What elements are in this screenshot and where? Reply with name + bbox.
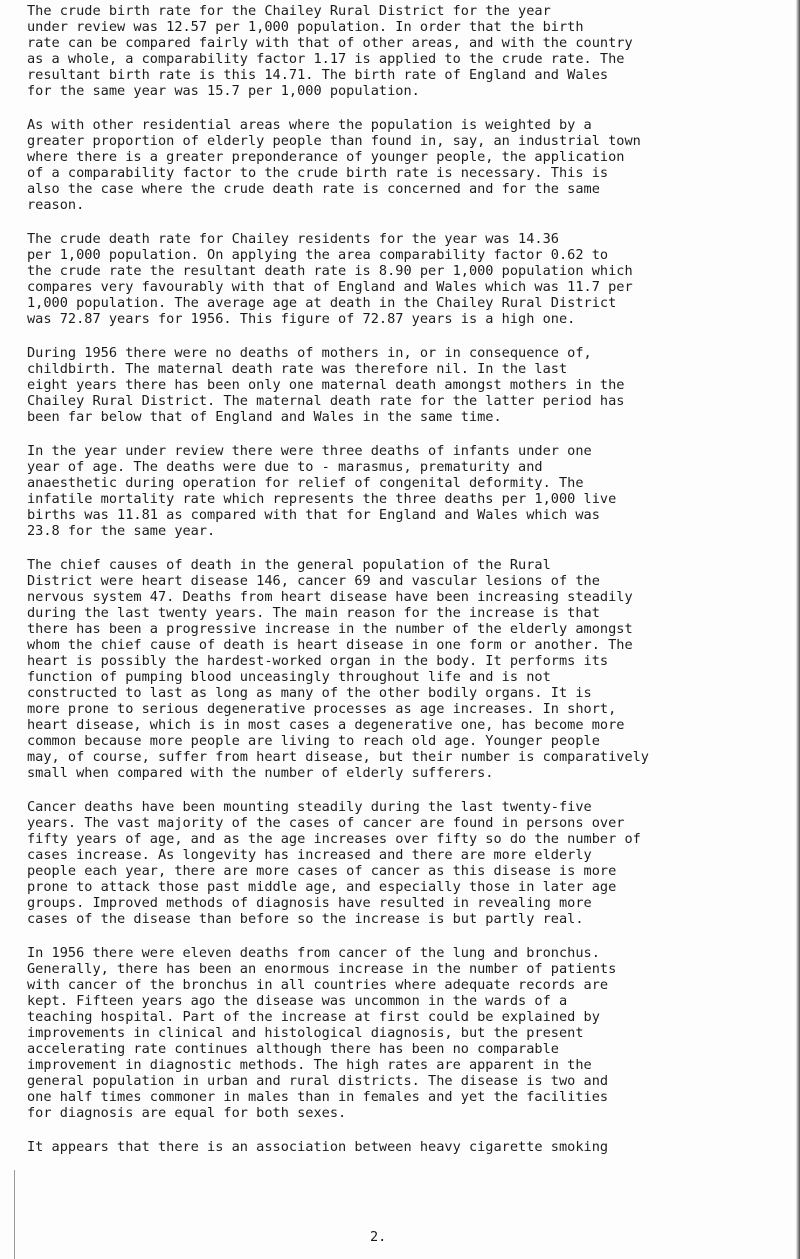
text-line: with cancer of the bronchus in all countries where adequate records are bbox=[27, 977, 609, 993]
text-line: anaesthetic during operation for relief of congenital deformity. The bbox=[27, 475, 584, 491]
text-line: improvements in clinical and histological diagnosis, but the present bbox=[27, 1025, 584, 1041]
text-line: As with other residential areas where the population is weighted by a bbox=[27, 117, 592, 133]
text-line: improvement in diagnostic methods. The high rates are apparent in the bbox=[27, 1057, 592, 1073]
page-number: 2. bbox=[370, 1229, 387, 1245]
text-line: cases of the disease than before so the increase is but partly real. bbox=[27, 911, 584, 927]
text-line: rate can be compared fairly with that of other areas, and with the country bbox=[27, 35, 633, 51]
text-line: greater proportion of elderly people than found in, say, an industrial town bbox=[27, 133, 641, 149]
text-line: childbirth. The maternal death rate was therefore nil. In the last bbox=[27, 361, 568, 377]
text-line: teaching hospital. Part of the increase at first could be explained by bbox=[27, 1009, 600, 1025]
text-line: may, of course, suffer from heart disease, but their number is comparatively bbox=[27, 749, 649, 765]
text-line: District were heart disease 146, cancer 69 and vascular lesions of the bbox=[27, 573, 600, 589]
text-line: fifty years of age, and as the age increases over fifty so do the number of bbox=[27, 831, 641, 847]
text-line: nervous system 47. Deaths from heart disease have been increasing steadily bbox=[27, 589, 633, 605]
scan-margin-mark bbox=[14, 1170, 15, 1259]
text-line: It appears that there is an association between heavy cigarette smoking bbox=[27, 1139, 609, 1155]
text-line: The crude birth rate for the Chailey Rural District for the year bbox=[27, 3, 551, 19]
scan-edge-shadow bbox=[796, 0, 800, 1259]
text-line: where there is a greater preponderance of younger people, the application bbox=[27, 149, 625, 165]
text-line: The crude death rate for Chailey residents for the year was 14.36 bbox=[27, 231, 559, 247]
text-line: as a whole, a comparability factor 1.17 is applied to the crude rate. The bbox=[27, 51, 625, 67]
text-line: During 1956 there were no deaths of mothers in, or in consequence of, bbox=[27, 345, 592, 361]
text-line: small when compared with the number of elderly sufferers. bbox=[27, 765, 494, 781]
body-text bbox=[27, 3, 791, 1173]
text-line: compares very favourably with that of England and Wales which was 11.7 per bbox=[27, 279, 633, 295]
paragraph bbox=[27, 945, 791, 1121]
text-line: reason. bbox=[27, 197, 85, 213]
text-line: function of pumping blood unceasingly throughout life and is not bbox=[27, 669, 551, 685]
text-line: The chief causes of death in the general population of the Rural bbox=[27, 557, 551, 573]
text-line: Cancer deaths have been mounting steadily during the last twenty-five bbox=[27, 799, 592, 815]
text-line: kept. Fifteen years ago the disease was uncommon in the wards of a bbox=[27, 993, 568, 1009]
text-line: births was 11.81 as compared with that for England and Wales which was bbox=[27, 507, 600, 523]
text-line: In the year under review there were three deaths of infants under one bbox=[27, 443, 592, 459]
text-line: during the last twenty years. The main reason for the increase is that bbox=[27, 605, 600, 621]
text-line: groups. Improved methods of diagnosis have resulted in revealing more bbox=[27, 895, 592, 911]
text-line: per 1,000 population. On applying the area comparability factor 0.62 to bbox=[27, 247, 609, 263]
text-line: eight years there has been only one maternal death amongst mothers in the bbox=[27, 377, 625, 393]
text-line: general population in urban and rural districts. The disease is two and bbox=[27, 1073, 609, 1089]
paragraph bbox=[27, 443, 791, 539]
text-line: whom the chief cause of death is heart disease in one form or another. The bbox=[27, 637, 633, 653]
text-line: resultant birth rate is this 14.71. The birth rate of England and Wales bbox=[27, 67, 609, 83]
text-line: also the case where the crude death rate is concerned and for the same bbox=[27, 181, 600, 197]
text-line: prone to attack those past middle age, and especially those in later age bbox=[27, 879, 617, 895]
paragraph bbox=[27, 557, 791, 781]
text-line: been far below that of England and Wales in the same time. bbox=[27, 409, 502, 425]
text-line: heart is possibly the hardest-worked organ in the body. It performs its bbox=[27, 653, 609, 669]
text-line: common because more people are living to reach old age. Younger people bbox=[27, 733, 600, 749]
paragraph bbox=[27, 3, 791, 99]
paragraph bbox=[27, 231, 791, 327]
text-line: Generally, there has been an enormous increase in the number of patients bbox=[27, 961, 617, 977]
paragraph bbox=[27, 345, 791, 425]
paragraph bbox=[27, 799, 791, 927]
text-line: In 1956 there were eleven deaths from cancer of the lung and bronchus. bbox=[27, 945, 600, 961]
text-line: there has been a progressive increase in the number of the elderly amongst bbox=[27, 621, 633, 637]
text-line: for diagnosis are equal for both sexes. bbox=[27, 1105, 347, 1121]
text-line: accelerating rate continues although there has been no comparable bbox=[27, 1041, 559, 1057]
text-line: infatile mortality rate which represents the three deaths per 1,000 live bbox=[27, 491, 617, 507]
text-line: people each year, there are more cases of cancer as this disease is more bbox=[27, 863, 617, 879]
paragraph bbox=[27, 117, 791, 213]
text-line: heart disease, which is in most cases a degenerative one, has become more bbox=[27, 717, 625, 733]
text-line: cases increase. As longevity has increased and there are more elderly bbox=[27, 847, 592, 863]
text-line: Chailey Rural District. The maternal death rate for the latter period has bbox=[27, 393, 625, 409]
text-line: the crude rate the resultant death rate is 8.90 per 1,000 population which bbox=[27, 263, 633, 279]
text-line: constructed to last as long as many of the other bodily organs. It is bbox=[27, 685, 592, 701]
text-line: 23.8 for the same year. bbox=[27, 523, 216, 539]
text-line: year of age. The deaths were due to - marasmus, prematurity and bbox=[27, 459, 543, 475]
text-line: years. The vast majority of the cases of cancer are found in persons over bbox=[27, 815, 625, 831]
text-line: was 72.87 years for 1956. This figure of 72.87 years is a high one. bbox=[27, 311, 576, 327]
text-line: under review was 12.57 per 1,000 population. In order that the birth bbox=[27, 19, 584, 35]
text-line: of a comparability factor to the crude birth rate is necessary. This is bbox=[27, 165, 609, 181]
text-line: more prone to serious degenerative processes as age increases. In short, bbox=[27, 701, 617, 717]
text-line: for the same year was 15.7 per 1,000 population. bbox=[27, 83, 420, 99]
paragraph bbox=[27, 1139, 791, 1155]
text-line: 1,000 population. The average age at death in the Chailey Rural District bbox=[27, 295, 617, 311]
text-line: one half times commoner in males than in females and yet the facilities bbox=[27, 1089, 609, 1105]
